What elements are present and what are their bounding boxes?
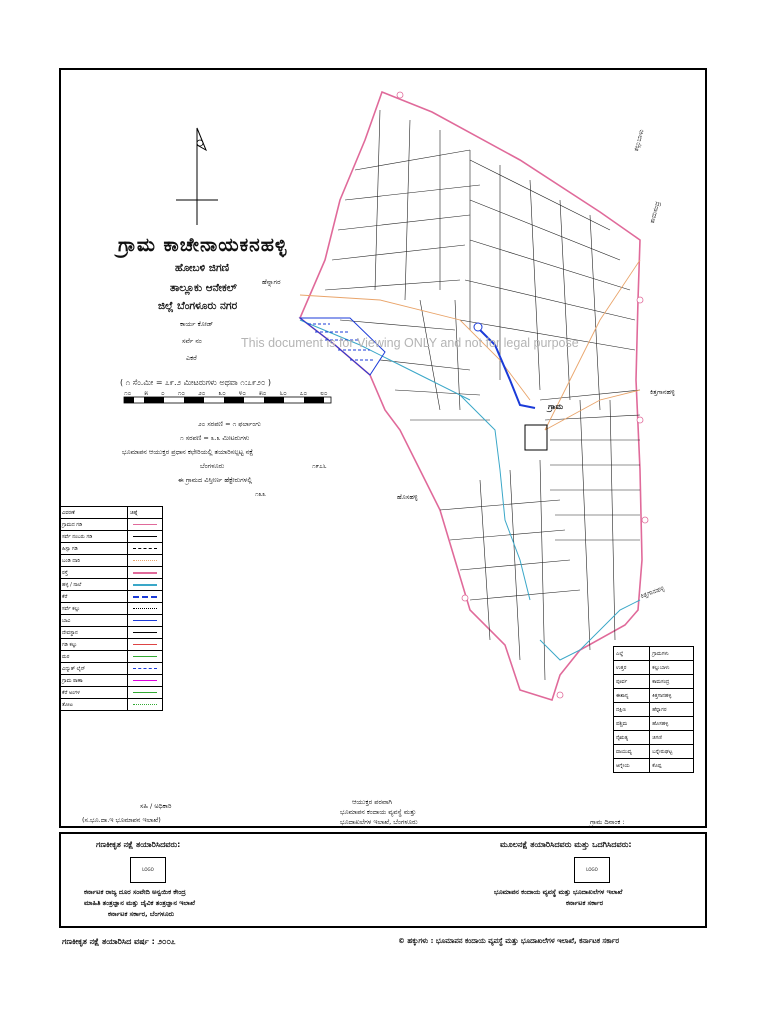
boundary-village-cell: ಪಶ್ಚಿಮ bbox=[614, 717, 650, 731]
boundary-village-cell: ಕಿತ್ತಗಾನಹಳ್ಳಿ bbox=[650, 689, 694, 703]
credits-left-line-1: ಕರ್ನಾಟಕ ರಾಜ್ಯ ದೂರ ಸಂವೇದಿ ಅನ್ವಯಿಕ ಕೇಂದ್ರ bbox=[84, 888, 186, 896]
credits-left-line-2: ಮಾಹಿತಿ ತಂತ್ರಜ್ಞಾನ ಮತ್ತು ಜೈವಿಕ ತಂತ್ರಜ್ಞಾನ ಇಲಾಖೆ bbox=[84, 899, 195, 907]
legend-row-symbol bbox=[128, 603, 163, 615]
boundary-village-cell: ವಾಯುವ್ಯ bbox=[614, 745, 650, 759]
note-6: ಈ ಗ್ರಾಮದ ವಿಸ್ತೀರ್ಣ ಹೆಕ್ಟೇರುಗಳಲ್ಲಿ bbox=[178, 476, 253, 484]
legend-header-symbol: ಚಿಹ್ನೆ bbox=[128, 507, 163, 519]
boundary-village-cell: ಆಗ್ನೇಯ bbox=[614, 759, 650, 773]
note-2: ೧ ಸರಪಣಿ = ೩.೩ ಮೀಟರುಗಳು bbox=[180, 434, 250, 442]
boundary-village-row bbox=[614, 717, 694, 731]
legend-symbol-line bbox=[133, 596, 157, 598]
scale-text: ( ೧ ಸೆಂ.ಮೀ = ೭೯.೨ ಮೀಟರುಗಳು ಅಥವಾ ೧:೭೯೨೦ ) bbox=[120, 378, 272, 387]
boundary-header-b: ಗ್ರಾಮಗಳು bbox=[650, 647, 694, 661]
legend-row bbox=[60, 519, 163, 531]
legend-row-label: ಹಿಸ್ಸಾ ಗಡಿ bbox=[60, 543, 128, 555]
legend-symbol-line bbox=[133, 560, 157, 561]
legend-row-label: ಹಳ್ಳ / ನಾಲೆ bbox=[60, 579, 128, 591]
watermark: This document is for Viewing ONLY and not for legal purpose bbox=[241, 336, 579, 350]
taluk-label: ತಾಲ್ಲೂಕು ಆನೇಕಲ್ bbox=[170, 282, 237, 294]
boundary-header-a: ಎಲ್ಲೆ bbox=[614, 647, 650, 661]
boundary-village-row bbox=[614, 745, 694, 759]
legend-row-label: ಕೆರೆ bbox=[60, 591, 128, 603]
legend-header-name: ವಿವರಣೆ bbox=[60, 507, 128, 519]
legend-row-symbol bbox=[128, 627, 163, 639]
legend-row-label: ಬಂಡಿ ದಾರಿ bbox=[60, 555, 128, 567]
legend-row bbox=[60, 687, 163, 699]
legend-row-label: ಸರ್ವೆ ಕಲ್ಲು bbox=[60, 603, 128, 615]
legend-row-symbol bbox=[128, 615, 163, 627]
legend-symbol-line bbox=[133, 536, 157, 537]
legend-symbol-line bbox=[133, 692, 157, 693]
boundary-village-cell: ಕಾಮಸಂದ್ರ bbox=[650, 675, 694, 689]
legend-row-symbol bbox=[128, 555, 163, 567]
boundary-village-cell: ಕಲ್ಲುಬಾಳು bbox=[650, 661, 694, 675]
legend-symbol-line bbox=[133, 548, 157, 549]
boundary-village-cell: ಹೊಸಹಳ್ಳಿ bbox=[650, 717, 694, 731]
legend-row bbox=[60, 615, 163, 627]
legend-row-symbol bbox=[128, 579, 163, 591]
district-label: ಜಿಲ್ಲೆ ಬೆಂಗಳೂರು ನಗರ bbox=[158, 300, 238, 312]
boundary-village-cell: ದಕ್ಷಿಣ bbox=[614, 703, 650, 717]
place-label-top-right-2: ಕಾಮಸಂದ್ರ bbox=[648, 200, 662, 225]
legend-row-label: ಮರ bbox=[60, 651, 128, 663]
legend-symbol-line bbox=[133, 572, 157, 574]
legend-row bbox=[60, 591, 163, 603]
place-label-village: ಗ್ರಾಮ bbox=[548, 402, 564, 411]
well-icon bbox=[474, 323, 482, 331]
signature-center-1: ಆಯುಕ್ತರ ಪರವಾಗಿ bbox=[352, 798, 392, 806]
legend-row bbox=[60, 579, 163, 591]
boundary-villages-table bbox=[613, 646, 694, 773]
legend-row bbox=[60, 663, 163, 675]
legend-row-label: ತೋಟ bbox=[60, 699, 128, 711]
boundary-village-row bbox=[614, 759, 694, 773]
footer-right: © ಹಕ್ಕುಗಳು : ಭೂಮಾಪನ ಕಂದಾಯ ವ್ಯವಸ್ಥೆ ಮತ್ತು ಭೂದಾಖಲೆಗಳ ಇಲಾಖೆ, ಕರ್ನಾಟಕ ಸರ್ಕಾರ bbox=[398, 937, 620, 945]
legend-symbol-line bbox=[133, 524, 157, 525]
boundary-village-cell: ಪೂರ್ವ bbox=[614, 675, 650, 689]
legend-row-label: ರಸ್ತೆ bbox=[60, 567, 128, 579]
place-label-right-mid: ಕಿತ್ತಗಾನಹಳ್ಳಿ bbox=[650, 388, 675, 396]
village-boundary bbox=[300, 92, 642, 700]
boundary-village-cell: ಹೆನ್ನಾಗರ bbox=[650, 703, 694, 717]
legend-row bbox=[60, 699, 163, 711]
credits-left-line-3: ಕರ್ನಾಟಕ ಸರ್ಕಾರ, ಬೆಂಗಳೂರು bbox=[108, 910, 175, 918]
legend-symbol-line bbox=[133, 704, 157, 705]
boundary-village-row bbox=[614, 661, 694, 675]
legend-symbol-line bbox=[133, 632, 157, 633]
legend-row-symbol bbox=[128, 651, 163, 663]
boundary-village-cell: ಉತ್ತರ bbox=[614, 661, 650, 675]
boundary-village-cell: ಈಶಾನ್ಯ bbox=[614, 689, 650, 703]
legend-symbol-line bbox=[133, 644, 157, 645]
signature-left-sub: (ಸ.ಭೂ.ದಾ.ಇ ಭೂಮಾಪನ ಇಲಾಖೆ) bbox=[82, 816, 161, 824]
signature-left: ಸಹಿ / ಅಧಿಕಾರಿ bbox=[140, 802, 172, 810]
legend-symbol-line bbox=[133, 620, 157, 621]
legend-row-label: ಗ್ರಾಮದ ಗಡಿ bbox=[60, 519, 128, 531]
legend-row-symbol bbox=[128, 567, 163, 579]
boundary-village-row bbox=[614, 689, 694, 703]
note-4: ಬೆಂಗಳೂರು bbox=[200, 462, 225, 470]
boundary-village-cell: ನೈಋತ್ಯ bbox=[614, 731, 650, 745]
legend-table bbox=[59, 506, 163, 711]
signature-center-3: ಭೂದಾಖಲೆಗಳ ಇಲಾಖೆ, ಬೆಂಗಳೂರು bbox=[340, 818, 418, 826]
settlement-block bbox=[525, 425, 547, 450]
place-label-top-right-1: ಕಲ್ಲುಬಾಳು bbox=[632, 128, 646, 153]
credits-left-heading: ಗಣಕೀಕೃತ ನಕ್ಷೆ ತಯಾರಿಸಿದವರು: bbox=[96, 840, 181, 849]
boundary-village-cell: ಕೊಪ್ಪ bbox=[650, 759, 694, 773]
place-label-left-mid: ಹೊಸಹಳ್ಳಿ bbox=[397, 493, 418, 501]
legend-row bbox=[60, 543, 163, 555]
legend-row-symbol bbox=[128, 675, 163, 687]
legend-row-label: ವಿದ್ಯುತ್ ಲೈನ್ bbox=[60, 663, 128, 675]
note-7: ೧೩೩ bbox=[255, 490, 266, 498]
boundary-village-cell: ಜಿಗಣಿ bbox=[650, 731, 694, 745]
legend-row bbox=[60, 531, 163, 543]
note-3: ಭೂಮಾಪನ ಆಯುಕ್ತರ ಪ್ರಧಾನ ಕಛೇರಿಯಲ್ಲಿ ತಯಾರಿಸಲ್ಪಟ್ಟ ನಕ್ಷೆ bbox=[122, 448, 254, 456]
boundary-village-row bbox=[614, 731, 694, 745]
legend-row-symbol bbox=[128, 591, 163, 603]
boundary-village-cell: ಬನ್ನೇರುಘಟ್ಟ bbox=[650, 745, 694, 759]
legend-row-symbol bbox=[128, 531, 163, 543]
legend-row bbox=[60, 639, 163, 651]
credits-right-heading: ಮೂಲನಕ್ಷೆ ತಯಾರಿಸಿದವರು ಮತ್ತು ಒದಗಿಸಿದವರು: bbox=[500, 840, 632, 849]
boundary-village-row bbox=[614, 675, 694, 689]
legend-row-symbol bbox=[128, 519, 163, 531]
legend-row-label: ಬಾವಿ bbox=[60, 615, 128, 627]
signature-center-2: ಭೂಮಾಪನ ಕಂದಾಯ ವ್ಯವಸ್ಥೆ ಮತ್ತು bbox=[340, 808, 417, 816]
legend-row-symbol bbox=[128, 699, 163, 711]
legend-row bbox=[60, 675, 163, 687]
legend-row bbox=[60, 651, 163, 663]
legend-symbol-line bbox=[133, 668, 157, 669]
legend-row-symbol bbox=[128, 663, 163, 675]
legend-row-symbol bbox=[128, 639, 163, 651]
footer-left: ಗಣಕೀಕೃತ ನಕ್ಷೆ ತಯಾರಿಸಿದ ವರ್ಷ : ೨೦೦೭ bbox=[62, 937, 176, 946]
legend-row bbox=[60, 567, 163, 579]
legend-symbol-line bbox=[133, 656, 157, 657]
boundary-village-row bbox=[614, 703, 694, 717]
legend-symbol-line bbox=[133, 584, 157, 586]
legend-row-label: ಸರ್ವೆ ನಂಬರು ಗಡಿ bbox=[60, 531, 128, 543]
right-logo-icon: LOGO bbox=[574, 857, 610, 883]
legend-row bbox=[60, 627, 163, 639]
place-label-left-top: ಹೆನ್ನಾಗರ bbox=[262, 278, 281, 286]
legend-row bbox=[60, 603, 163, 615]
legend-row-symbol bbox=[128, 543, 163, 555]
place-label-bottom-right: ಕಿತ್ತಗಾನಹಳ್ಳಿ bbox=[639, 584, 666, 601]
legend-symbol-line bbox=[133, 680, 157, 681]
legend-row-symbol bbox=[128, 687, 163, 699]
note-5: ೧೯೭೬ bbox=[312, 462, 327, 470]
survey-label: ಸರ್ವೆ ನಂ bbox=[182, 337, 202, 345]
left-logo-icon: LOGO bbox=[130, 857, 166, 883]
boundary-markers bbox=[397, 92, 648, 698]
note-1: ೨೦ ಸರಪಣಿ = ೧ ಫರ್ಲಾಂಗು bbox=[198, 420, 261, 428]
legend-row bbox=[60, 555, 163, 567]
map-title: ಗ್ರಾಮ ಕಾಚೇನಾಯಕನಹಳ್ಳಿ bbox=[118, 234, 288, 256]
signature-right: ಗ್ರಾಮ ದಿನಾಂಕ : bbox=[590, 818, 625, 826]
code-label: ಕಾರ್ಯ ಕೋಡ್ bbox=[180, 320, 214, 328]
legend-row-label: ಗ್ರಾಮ ಠಾಣಾ bbox=[60, 675, 128, 687]
hobli-label: ಹೋಬಳಿ ಜಿಗಣಿ bbox=[175, 262, 230, 274]
credits-right-line-1: ಭೂಮಾಪನ ಕಂದಾಯ ವ್ಯವಸ್ಥೆ ಮತ್ತು ಭೂದಾಖಲೆಗಳ ಇಲಾಖೆ bbox=[494, 888, 623, 896]
scale-ticks: ೧೦ ೫ ೦ ೧೦ ೨೦ ೩೦ ೪೦ ೫೦ ೬೦ ೭೦ ೮೦ bbox=[124, 389, 328, 397]
north-arrow-icon bbox=[176, 128, 218, 225]
legend-row-label: ಗಡಿ ಕಲ್ಲು bbox=[60, 639, 128, 651]
legend-row-label: ದೇವಸ್ಥಾನ bbox=[60, 627, 128, 639]
unit-label: ಎಕರೆ bbox=[186, 354, 197, 362]
parcel-lines bbox=[325, 110, 640, 680]
credits-right-line-2: ಕರ್ನಾಟಕ ಸರ್ಕಾರ bbox=[566, 899, 604, 907]
legend-symbol-line bbox=[133, 608, 157, 609]
legend-row-label: ಕೆರೆ ಅಂಗಳ bbox=[60, 687, 128, 699]
